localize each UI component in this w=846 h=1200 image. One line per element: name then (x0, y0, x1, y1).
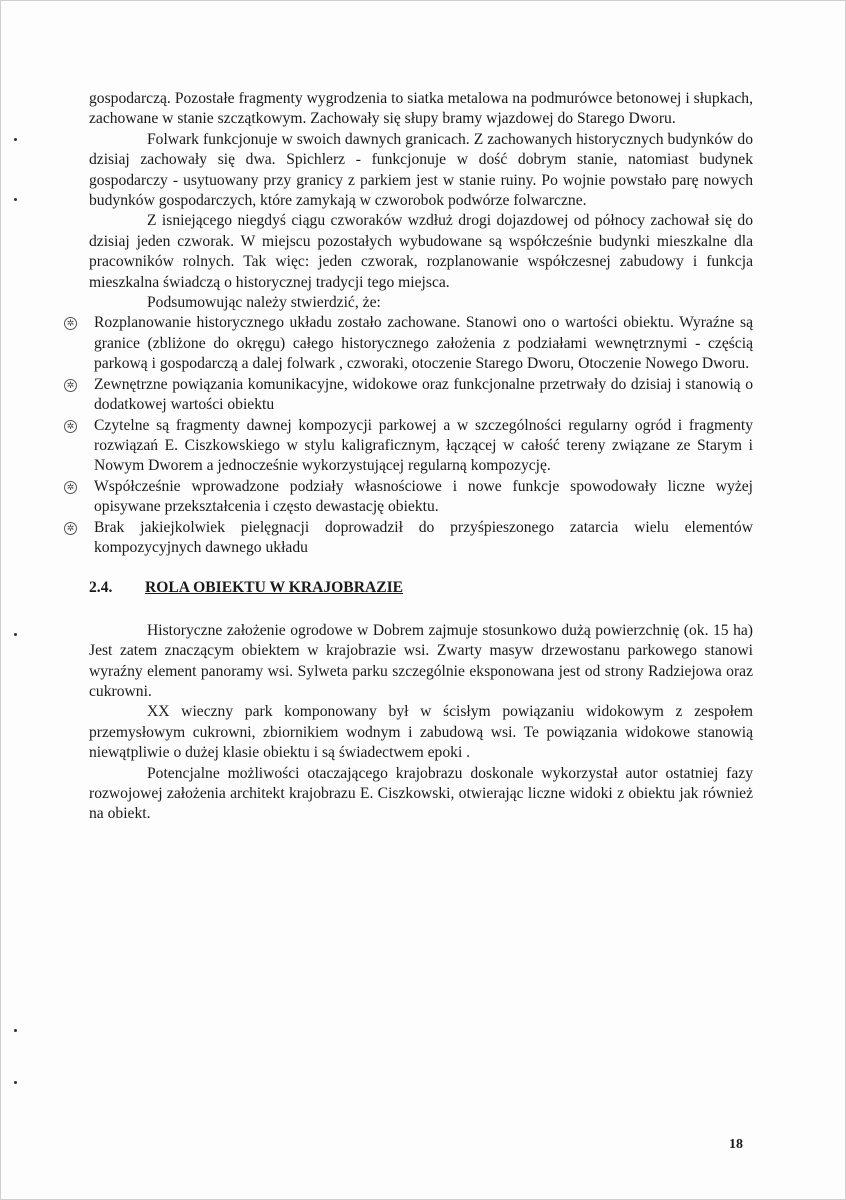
flower-bullet-icon: ✲ (64, 481, 77, 494)
flower-bullet-icon: ✲ (64, 420, 77, 433)
paragraph-czworaki: Z isniejącego niegdyś ciągu czworaków wzdłuż drogi dojazdowej od północy zachował się do dzisiaj jeden czworak. W miejscu pozostałych wybudowane są współcześnie budynki mieszkalne dla pracowników rolnych. Tak więc: jeden czworak, rozplanowanie współczesnej zabudowy i funkcja mieszkalna świadczą o historycznej tradycji tego miejsca. (89, 212, 753, 291)
body-text (66, 89, 753, 825)
section-heading (89, 578, 753, 598)
flower-bullet-icon: ✲ (64, 522, 77, 535)
summary-list (66, 313, 753, 558)
flower-bullet-icon: ✲ (64, 317, 77, 330)
list-item (64, 416, 753, 477)
scan-speck (14, 1029, 17, 1032)
flower-bullet-icon: ✲ (64, 379, 77, 392)
list-item-text: Współcześnie wprowadzone podziały własnościowe i nowe funkcje spowodowały liczne wyżej opisywane przekształcenia i często dewastację obiektu. (94, 477, 753, 516)
scan-speck (14, 1081, 17, 1084)
section-number: 2.4. (89, 579, 113, 597)
list-item (64, 518, 753, 559)
section-title: ROLA OBIEKTU W KRAJOBRAZIE (145, 579, 404, 597)
list-item-text: Rozplanowanie historycznego układu zostało zachowane. Stanowi ono o wartości obiektu. Wyraźne są granice (zbliżone do okręgu) całego historycznego założenia z podziałami wewnętrznymi - częścią parkową i gospodarczą a dalej folwark , czworaki, otoczenie Starego Dworu, Otoczenie Nowego Dworu. (94, 314, 753, 373)
scan-speck (14, 633, 17, 636)
paragraph-landscape: Historyczne założenie ogrodowe w Dobrem zajmuje stosunkowo dużą powierzchnię (ok. 15 ha) Jest zatem znaczącym obiektem w krajobrazie wsi. Zwarty masyw drzewostanu parkowego stanowi wyraźny element panoramy wsi. Sylweta parku szczególnie eksponowana jest od strony Radziejowa oraz cukrowni. (89, 621, 753, 700)
list-item-text: Czytelne są fragmenty dawnej kompozycji parkowej a w szczególności regularny ogród i fragmenty rozwiązań E. Ciszkowskiego w stylu kaligraficznym, łączącej w całość tereny związane ze Starym i Nowym Dworem a jednocześnie wykorzystującej regularną kompozycję. (94, 416, 753, 475)
page-number: 18 (729, 1137, 743, 1152)
paragraph-views: XX wieczny park komponowany był w ścisłym powiązaniu widokowym z zespołem przemysłowym cukrowni, zbiornikiem wodnym i zabudową wsi. Te powiązania widokowe stanowią niewątpliwie o dużej klasie obiektu i są świadectwem epoki . (89, 703, 753, 762)
scan-speck (14, 198, 17, 201)
paragraph-continuation: gospodarczą. Pozostałe fragmenty wygrodzenia to siatka metalowa na podmurówce betonowej i słupkach, zachowane w stanie szczątkowym. Zachowały się słupy bramy wjazdowej do Starego Dworu. (89, 90, 753, 128)
scan-speck (14, 138, 17, 141)
list-item (64, 477, 753, 518)
list-item-text: Zewnętrzne powiązania komunikacyjne, widokowe oraz funkcjonalne przetrwały do dzisiaj i stanowią o dodatkowej wartości obiektu (94, 375, 753, 414)
paragraph-summary-intro: Podsumowując należy stwierdzić, że: (147, 294, 381, 312)
paragraph-folwark: Folwark funkcjonuje w swoich dawnych granicach. Z zachowanych historycznych budynków do dzisiaj zachowały się dwa. Spichlerz - funkcjonuje w dość dobrym stanie, natomiast budynek gospodarczy - usytuowany przy granicy z parkiem jest w stanie ruiny. Po wojnie powstało parę nowych budynków gospodarczych, które zamykają w czworobok podwórze folwarczne. (89, 130, 753, 210)
paragraph-potential: Potencjalne możliwości otaczającego krajobrazu doskonale wykorzystał autor ostatniej fazy rozwojowej założenia architekt krajobrazu E. Ciszkowski, otwierając liczne widoki z obiektu jak również na obiekt. (89, 764, 753, 823)
list-item-text: Brak jakiejkolwiek pielęgnacji doprowadził do przyśpieszonego zatarcia wielu elementów kompozycyjnych dawnego układu (94, 518, 753, 556)
list-item (64, 313, 753, 374)
list-item (64, 375, 753, 416)
